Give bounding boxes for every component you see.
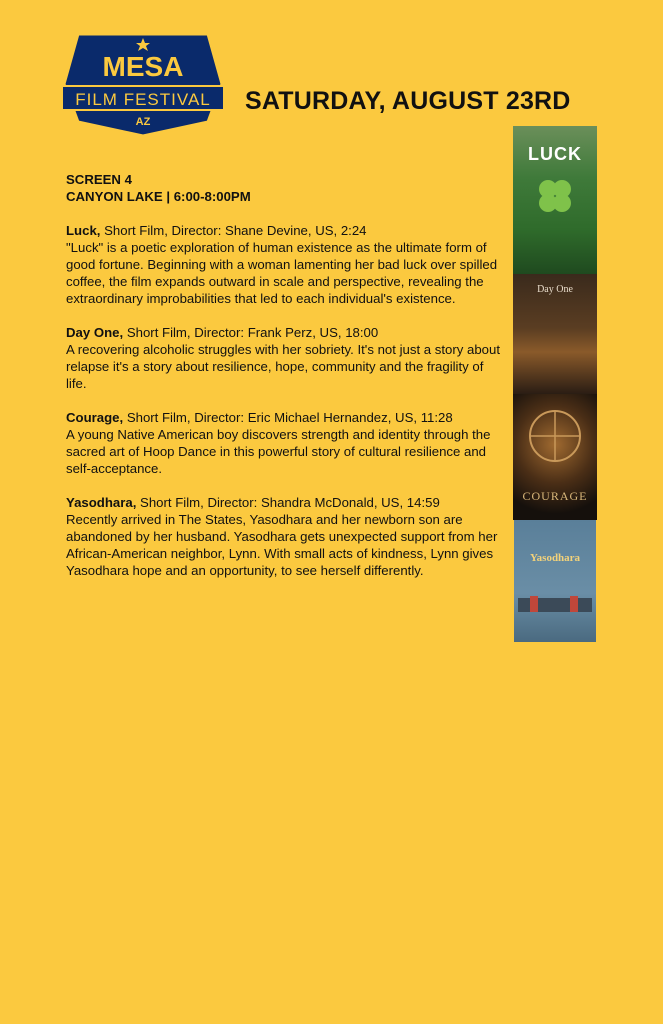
poster-title: Day One bbox=[537, 284, 573, 295]
film-entry-yasodhara bbox=[66, 494, 506, 579]
film-meta: Short Film, Director: Shane Devine, US, 2:24 bbox=[100, 223, 367, 238]
venue-time: CANYON LAKE | 6:00-8:00PM bbox=[66, 189, 251, 204]
poster-title: COURAGE bbox=[522, 489, 588, 503]
film-description: "Luck" is a poetic exploration of human existence as the ultimate form of good fortune. Beginning with a woman lamenting her bad luck over spilled coffee, the film expands outward in scale and perspective, revealing the extraordinary improbabilities that led to each individual's existence. bbox=[66, 240, 498, 306]
film-description: A young Native American boy discovers strength and identity through the sacred art of Hoop Dance in this powerful story of cultural resilience and self-acceptance. bbox=[66, 427, 491, 476]
festival-logo bbox=[58, 28, 228, 140]
poster-luck bbox=[513, 126, 597, 274]
logo-az: AZ bbox=[135, 116, 151, 128]
logo-mesa: MESA bbox=[102, 51, 184, 82]
film-title: Yasodhara, bbox=[66, 495, 137, 510]
film-meta: Short Film, Director: Eric Michael Hernandez, US, 11:28 bbox=[123, 410, 453, 425]
doors-icon bbox=[518, 594, 592, 612]
film-description: A recovering alcoholic struggles with her sobriety. It's not just a story about relapse it's a story about resilience, hope, community and the fragility of life. bbox=[66, 342, 501, 391]
film-title: Day One, bbox=[66, 325, 124, 340]
poster-title: Yasodhara bbox=[529, 552, 581, 564]
film-entry-luck bbox=[66, 222, 506, 307]
screen-name: SCREEN 4 bbox=[66, 172, 132, 187]
film-description: Recently arrived in The States, Yasodhara and her newborn son are abandoned by her husband. Yasodhara gets unexpected support from her African-American neighbor, Lynn. With small acts of kindness, Lynn gives Yasodhara hope and an opportunity, to see herself differently. bbox=[66, 512, 498, 578]
film-meta: Short Film, Director: Frank Perz, US, 18:00 bbox=[123, 325, 379, 340]
logo-film-festival: FILM FESTIVAL bbox=[75, 90, 211, 109]
film-entry-courage bbox=[66, 409, 506, 477]
film-title: Luck, bbox=[66, 223, 101, 238]
film-meta: Short Film, Director: Shandra McDonald, US, 14:59 bbox=[136, 495, 440, 510]
poster-yasodhara bbox=[514, 520, 596, 642]
hoop-icon bbox=[525, 406, 585, 466]
poster-courage bbox=[513, 394, 597, 520]
page-title: SATURDAY, AUGUST 23RD bbox=[245, 87, 571, 115]
poster-day-one bbox=[513, 274, 597, 394]
film-title: Courage, bbox=[66, 410, 124, 425]
poster-column bbox=[513, 126, 597, 642]
clover-icon bbox=[535, 176, 575, 216]
film-entry-day-one bbox=[66, 324, 506, 392]
poster-title: LUCK bbox=[528, 144, 582, 164]
schedule-section bbox=[66, 171, 506, 579]
